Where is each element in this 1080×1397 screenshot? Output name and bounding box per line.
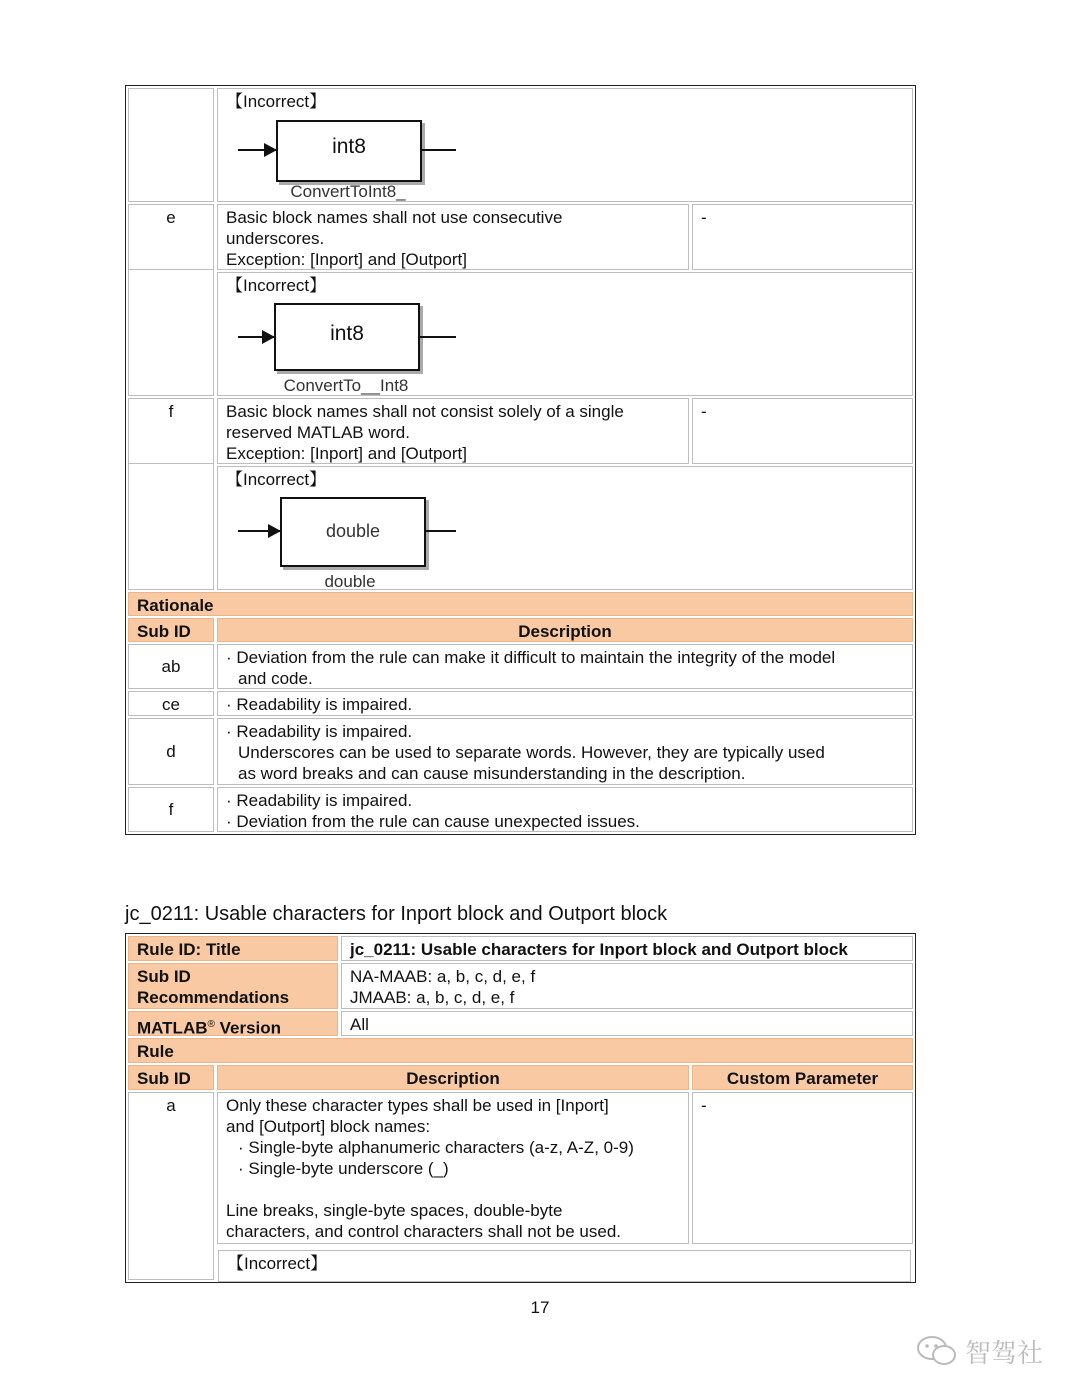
custom-parameter-header: Custom Parameter [692, 1065, 913, 1090]
custom-param-cell: - [692, 1092, 913, 1244]
block-double: double [280, 497, 426, 567]
desc-line: reserved MATLAB word. [226, 423, 410, 442]
output-wire [418, 336, 456, 338]
incorrect-label: 【Incorrect】 [226, 276, 327, 295]
block-int8: int8 [276, 120, 422, 182]
desc-line: Basic block names shall not consist solely of a single [226, 402, 624, 421]
subid-recommendations-row [128, 963, 913, 1009]
desc-line: Only these character types shall be used in [Inport] [226, 1096, 609, 1115]
sub-id-cell: f [128, 787, 214, 832]
desc-line: Exception: [Inport] and [Outport] [226, 444, 467, 463]
desc-line: · Readability is impaired. [226, 791, 413, 810]
rationale-columns-row [128, 618, 913, 642]
rationale-row-ab [128, 644, 913, 689]
subid-recommendations-label [128, 963, 338, 1009]
rule-row-e [128, 204, 913, 270]
subid-recommendations-value [341, 963, 913, 1009]
sub-id-header: Sub ID [128, 1065, 214, 1090]
rationale-row-ce [128, 691, 913, 716]
output-wire [420, 149, 456, 151]
rationale-label: Rationale [128, 592, 913, 616]
incorrect-diagram-3 [217, 466, 913, 590]
title-value: jc_0211: Usable characters for Inport block and Outport block [341, 936, 913, 961]
diagram-row-3 [128, 466, 913, 590]
desc-line: as word breaks and can cause misunderstanding in the description. [238, 764, 746, 783]
desc-line: Line breaks, single-byte spaces, double-byte [226, 1201, 563, 1220]
description-header: Description [217, 618, 913, 642]
output-wire [424, 530, 456, 532]
description-cell [217, 1092, 689, 1244]
page-number: 17 [530, 1298, 550, 1317]
empty-id-cell [128, 462, 214, 590]
desc-line: · Single-byte alphanumeric characters (a-z, A-Z, 0-9) [238, 1138, 634, 1157]
description-cell [217, 204, 689, 270]
description-cell [217, 398, 689, 464]
rationale-row-f [128, 787, 913, 832]
matlab-version-value: All [341, 1011, 913, 1036]
block-int8: int8 [274, 303, 420, 371]
incorrect-label: 【Incorrect】 [226, 92, 327, 111]
matlab-version-row [128, 1011, 913, 1036]
desc-line: Exception: [Inport] and [Outport] [226, 250, 467, 269]
value-line: NA-MAAB: a, b, c, d, e, f [350, 967, 536, 986]
rationale-description [217, 718, 913, 785]
label-text: MATLAB [137, 1018, 208, 1038]
block-caption: double [324, 572, 376, 591]
incorrect-label: 【Incorrect】 [227, 1254, 328, 1273]
rule-detail-table-top [125, 85, 916, 835]
value-line: JMAAB: a, b, c, d, e, f [350, 988, 515, 1007]
sub-id-cell: e [128, 204, 214, 270]
desc-line: · Readability is impaired. [226, 695, 413, 714]
desc-line: · Deviation from the rule can cause unexpected issues. [226, 812, 640, 831]
diagram-row-1 [128, 88, 913, 202]
label-text: Version [214, 1018, 282, 1038]
incorrect-label: 【Incorrect】 [226, 470, 327, 489]
block-caption: ConvertTo__Int8 [283, 376, 409, 395]
label-line: Recommendations [137, 988, 290, 1007]
desc-line: Underscores can be used to separate words. However, they are typically used [238, 743, 825, 762]
rule-columns-row [128, 1065, 913, 1090]
sub-id-cell: ce [128, 691, 214, 716]
title-row [128, 936, 913, 961]
desc-line: · Deviation from the rule can make it difficult to maintain the integrity of the model [226, 648, 836, 667]
incorrect-diagram-2 [217, 272, 913, 396]
sub-id-cell: a [128, 1092, 214, 1280]
rule-table-jc0211 [125, 933, 916, 1283]
custom-param-cell: - [692, 398, 913, 464]
desc-line: underscores. [226, 229, 325, 248]
rationale-description [217, 691, 913, 716]
spacer [226, 1179, 680, 1200]
section-heading: jc_0211: Usable characters for Inport block and Outport block [125, 903, 668, 925]
desc-line: and code. [238, 669, 313, 688]
incorrect-diagram-1 [217, 88, 913, 202]
watermark-text: 智驾社 [965, 1338, 1044, 1368]
empty-id-cell [128, 88, 214, 202]
desc-line: and [Outport] block names: [226, 1117, 431, 1136]
sub-id-cell: f [128, 398, 214, 464]
diagram-row-2 [128, 272, 913, 396]
rule-header-row [128, 1038, 913, 1063]
incorrect-example-cell [218, 1250, 911, 1282]
rationale-description [217, 787, 913, 832]
title-label: Rule ID: Title [128, 936, 338, 961]
rationale-header-row [128, 592, 913, 616]
registered-mark: ® [207, 1019, 215, 1030]
sub-id-cell: d [128, 718, 214, 785]
matlab-version-label [128, 1011, 338, 1036]
desc-line: characters, and control characters shall not be used. [226, 1222, 621, 1241]
empty-id-cell [128, 268, 214, 396]
rule-label: Rule [128, 1038, 913, 1063]
block-caption: ConvertToInt8_ [290, 182, 406, 201]
sub-id-header: Sub ID [128, 618, 214, 642]
desc-line: · Single-byte underscore (_) [238, 1159, 449, 1178]
rule-row-f [128, 398, 913, 464]
label-line: Sub ID [137, 967, 191, 986]
desc-line: · Readability is impaired. [226, 722, 413, 741]
custom-param-cell: - [692, 204, 913, 270]
rationale-description [217, 644, 913, 689]
wechat-icon [915, 1334, 959, 1368]
watermark [915, 1330, 1055, 1370]
sub-id-cell: ab [128, 644, 214, 689]
desc-line: Basic block names shall not use consecutive [226, 208, 563, 227]
description-header: Description [217, 1065, 689, 1090]
rationale-row-d [128, 718, 913, 785]
